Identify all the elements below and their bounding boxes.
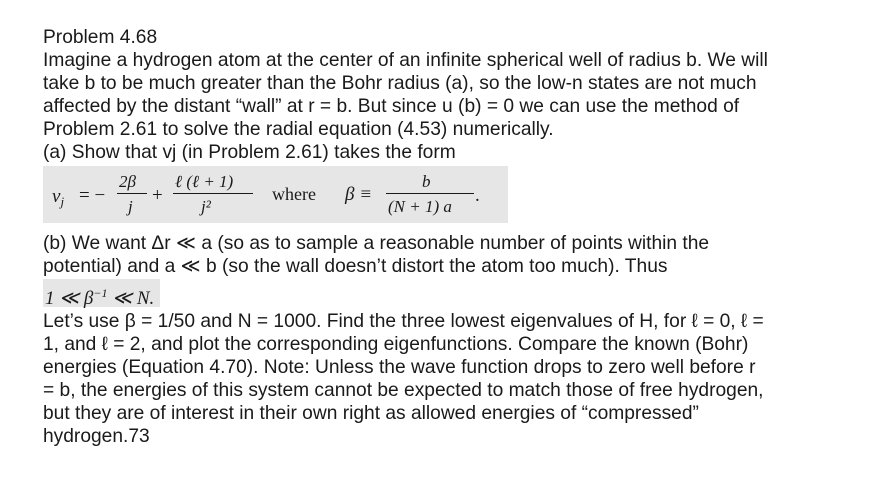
final-line-5: but they are of interest in their own right as allowed energies of “compressed”	[43, 403, 699, 425]
eq1-frac2-bar	[173, 193, 253, 194]
eq1-beta-def: β ≡	[345, 183, 373, 205]
eq2-lead: 1 ≪ β	[45, 287, 94, 309]
final-line-2: 1, and ℓ = 2, and plot the corresponding eigenfunctions. Compare the known (Bohr)	[43, 334, 749, 356]
eq1-plus: +	[152, 184, 163, 206]
intro-line-1: Imagine a hydrogen atom at the center of an infinite spherical well of radius b. We will	[43, 50, 768, 72]
part-b-line-2: potential) and a ≪ b (so the wall doesn’t distort the atom too much). Thus	[43, 255, 668, 277]
eq1-frac2-num: ℓ (ℓ + 1)	[175, 171, 234, 191]
eq1-frac2-den: j²	[201, 196, 211, 216]
eq1-frac3-bar	[386, 193, 474, 194]
eq1-frac1-bar	[117, 193, 147, 194]
equation-inequality	[43, 279, 160, 307]
problem-title: Problem 4.68	[43, 27, 158, 48]
eq1-frac3-den: (N + 1) a	[388, 196, 452, 216]
final-line-1: Let’s use β = 1/50 and N = 1000. Find the three lowest eigenvalues of H, for ℓ = 0, ℓ =	[43, 310, 764, 332]
eq1-frac3-num: b	[422, 171, 431, 191]
intro-line-4: Problem 2.61 to solve the radial equation (4.53) numerically.	[43, 119, 554, 141]
final-line-3: energies (Equation 4.70). Note: Unless the wave function drops to zero well before r	[43, 357, 756, 379]
intro-line-3: affected by the distant “wall” at r = b. But since u (b) = 0 we can use the method of	[43, 96, 740, 118]
final-line-6: hydrogen.73	[43, 426, 150, 448]
problem-text	[43, 26, 868, 449]
eq2-tail: ≪ N.	[112, 287, 155, 309]
final-line-4: = b, the energies of this system cannot be expected to match those of free hydrogen,	[43, 380, 764, 402]
eq1-frac1-num: 2β	[119, 171, 136, 191]
intro-line-2: take b to be much greater than the Bohr radius (a), so the low-n states are not much	[43, 73, 757, 95]
equation-vj	[43, 166, 508, 223]
eq2-exponent: −1	[93, 285, 108, 300]
part-a-text: (a) Show that vj (in Problem 2.61) takes the form	[43, 142, 456, 164]
eq1-equals: = −	[79, 184, 106, 206]
part-b-line-1: (b) We want Δr ≪ a (so as to sample a reasonable number of points within the	[43, 232, 710, 254]
eq1-lhs: $v_j$	[52, 185, 65, 209]
eq1-where: where	[272, 183, 316, 204]
eq1-frac1-den: j	[128, 196, 133, 216]
eq1-period: .	[475, 184, 480, 206]
